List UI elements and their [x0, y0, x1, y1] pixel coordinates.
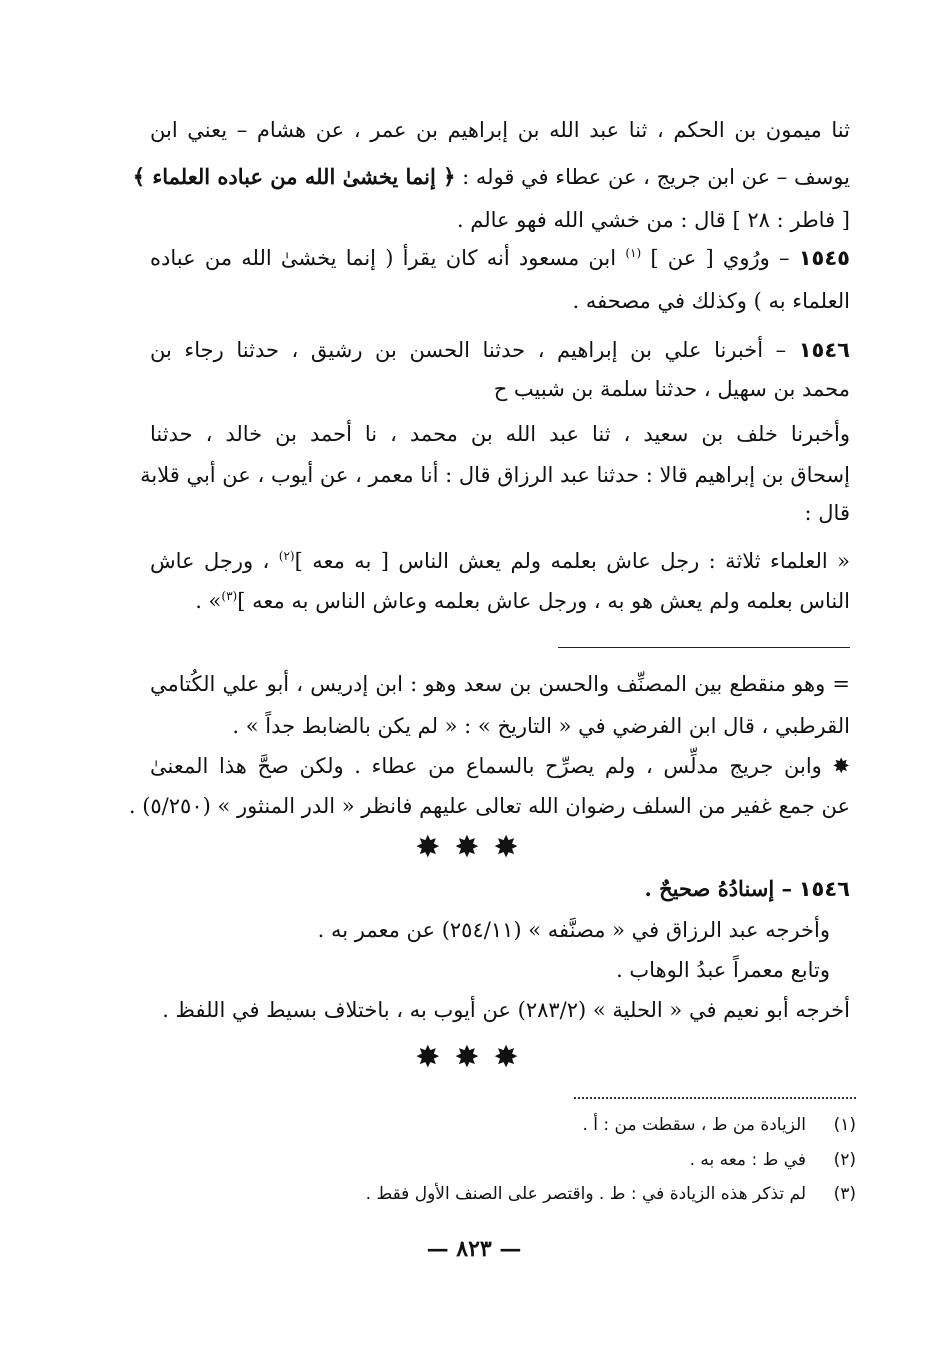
separator-rule	[558, 647, 850, 648]
footnote: (٢)في ط : معه به .	[689, 1150, 856, 1170]
text-line: الناس بعلمه ولم يعش هو به ، ورجل عاش بعلمه وعاش الناس به معه ]$^{(٣)}$» .	[195, 589, 850, 613]
stars-divider: ✸✸✸	[415, 830, 533, 865]
quran-quote: ﴿ إنما يخشىٰ الله من عباده العلماء ﴾	[132, 164, 456, 189]
text-line: قال :	[804, 501, 850, 525]
text-line: محمد بن سهيل ، حدثنا سلمة بن شبيب ح	[493, 377, 850, 401]
commentary-line: القرطبي ، قال ابن الفرضي في « التاريخ » : « لم يكن بالضابط جداً » .	[232, 714, 850, 738]
footnote: (١)الزيادة من ط ، سقطت من : أ .	[582, 1115, 856, 1135]
takhrij-line: وتابع معمراً عبدُ الوهاب .	[616, 958, 830, 982]
takhrij-heading: ١٥٤٦ – إسنادُهُ صحيحٌ .	[644, 876, 850, 901]
takhrij-line: أخرجه أبو نعيم في « الحلية » (٢٨٣/٢) عن أيوب به ، باختلاف بسيط في اللفظ .	[162, 998, 850, 1022]
page-number: — ٨٢٣ —	[426, 1236, 522, 1262]
text-line: وأخبرنا خلف بن سعيد ، ثنا عبد الله بن محمد ، نا أحمد بن خالد ، حدثنا	[150, 422, 850, 446]
stars-divider: ✸✸✸	[415, 1040, 533, 1075]
text-line: « العلماء ثلاثة : رجل عاش بعلمه ولم يعش الناس [ به معه ]$^{(٢)}$ ، ورجل عاش	[150, 549, 851, 573]
entry-number: ١٥٤٦	[798, 877, 850, 901]
commentary-line: ✸ وابن جريج مدلِّس ، ولم يصرِّح بالسماع من عطاء . ولكن صحَّ هذا المعنىٰ	[150, 754, 850, 778]
text-line: [ فاطر : ٢٨ ] قال : من خشي الله فهو عالم .	[456, 208, 850, 232]
entry-number: ١٥٤٥	[798, 246, 850, 270]
text-line: العلماء به ) وكذلك في مصحفه .	[572, 289, 850, 313]
text-line: ثنا ميمون بن الحكم ، ثنا عبد الله بن إبراهيم بن عمر ، عن هشام – يعني ابن	[150, 118, 850, 142]
footnote-marker: (١)	[625, 246, 642, 260]
footnote-separator	[574, 1097, 856, 1099]
text-line: يوسف – عن ابن جريج ، عن عطاء في قوله : ﴿ إنما يخشىٰ الله من عباده العلماء ﴾	[132, 164, 850, 189]
entry-1546: ١٥٤٦ – أخبرنا علي بن إبراهيم ، حدثنا الحسن بن رشيق ، حدثنا رجاء بن	[150, 338, 850, 362]
text-line: إسحاق بن إبراهيم قالا : حدثنا عبد الرزاق قال : أنا معمر ، عن أيوب ، عن أبي قلابة	[140, 463, 850, 487]
commentary-line: = وهو منقطع بين المصنِّف والحسن بن سعد وهو : ابن إدريس ، أبو علي الكُتامي	[150, 672, 850, 696]
takhrij-line: وأخرجه عبد الرزاق في « مصنَّفه » (٢٥٤/١١) عن معمر به .	[317, 918, 830, 942]
footnote: (٣)لم تذكر هذه الزيادة في : ط . واقتصر على الصنف الأول فقط .	[365, 1184, 856, 1204]
entry-1545: ١٥٤٥ – ورُوي [ عن ] $^{(١)}$ ابن مسعود أنه كان يقرأ ( إنما يخشىٰ الله من عباده	[150, 246, 850, 270]
commentary-line: عن جمع غفير من السلف رضوان الله تعالى عليهم فانظر « الدر المنثور » (٥/٢٥٠) .	[128, 794, 850, 818]
footnote-marker: (٢)	[278, 549, 295, 563]
entry-number: ١٥٤٦	[798, 338, 850, 362]
footnote-marker: (٣)	[221, 589, 238, 603]
